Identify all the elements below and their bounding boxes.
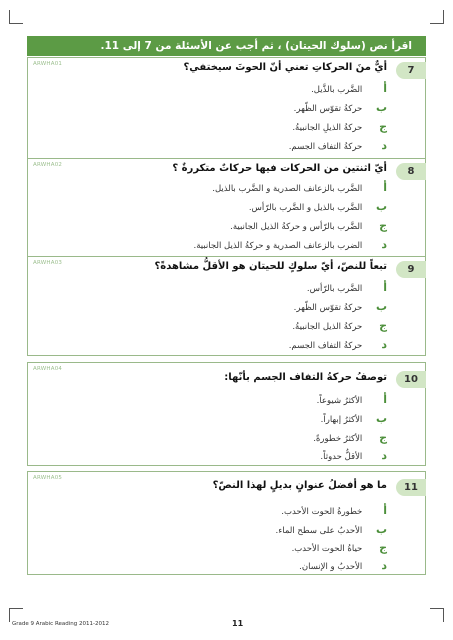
crop-mark xyxy=(443,10,444,24)
option-letter: ب xyxy=(375,412,387,425)
option-letter: أ xyxy=(383,504,387,517)
option-letter: د xyxy=(381,139,387,152)
option-b[interactable] xyxy=(249,200,387,213)
question-10 xyxy=(27,362,426,466)
question-number: 8 xyxy=(396,163,426,180)
option-text: الضَّرب بالرّأس. xyxy=(306,284,363,294)
question-code: ARWHA02 xyxy=(33,162,63,168)
option-text: حركةُ التفاف الجسم. xyxy=(288,142,363,152)
option-letter: أ xyxy=(383,281,387,294)
option-letter: د xyxy=(381,338,387,351)
option-text: الأكثرُ إبهاراً. xyxy=(320,415,363,425)
option-letter: د xyxy=(381,238,387,251)
option-a[interactable] xyxy=(307,281,387,294)
crop-mark xyxy=(430,23,444,24)
option-text: الأكثرُ شيوعاً. xyxy=(316,396,363,406)
option-c[interactable] xyxy=(313,431,387,444)
option-letter: ب xyxy=(375,200,387,213)
option-a[interactable] xyxy=(311,82,387,95)
crop-mark xyxy=(9,608,23,609)
option-letter: د xyxy=(381,559,387,572)
question-8 xyxy=(27,158,426,257)
question-text: أيّ اثنتين من الحركات فيها حركاتٌ متكررةٌ ؟ xyxy=(172,163,387,174)
question-text: توصفُ حركةُ التفاف الجسم بأنّها: xyxy=(224,372,387,383)
question-7 xyxy=(27,57,426,159)
question-code: ARWHA01 xyxy=(33,61,63,67)
option-text: الضرب بالزعانف الصدرية و حركةُ الذيل الجانبية. xyxy=(193,241,363,251)
crop-mark xyxy=(9,23,23,24)
option-b[interactable] xyxy=(276,523,387,536)
question-number: 10 xyxy=(396,371,426,388)
question-text: ما هو أفضلُ عنوانٍ بديلٍ لهذا النصّ؟ xyxy=(212,480,387,491)
crop-mark xyxy=(430,608,444,609)
option-a[interactable] xyxy=(212,181,387,194)
option-letter: ب xyxy=(375,101,387,114)
option-b[interactable] xyxy=(294,300,387,313)
question-11 xyxy=(27,471,426,575)
option-text: الضَّرب بالزعانف الصدرية و الضَّرب بالذيل. xyxy=(212,184,363,194)
question-number: 7 xyxy=(396,62,426,79)
question-code: ARWHA03 xyxy=(33,260,63,266)
option-text: حركةُ الذيلِ الجانبيةُ. xyxy=(292,123,363,133)
question-number: 9 xyxy=(396,261,426,278)
option-text: الأحدبُ و الإنسان. xyxy=(299,562,363,572)
option-text: خطورةُ الحوت الأحدب. xyxy=(281,507,363,517)
option-c[interactable] xyxy=(292,319,387,332)
option-text: الأقلُّ حدوثاً. xyxy=(320,452,363,462)
option-c[interactable] xyxy=(292,541,387,554)
footer-label: Grade 9 Arabic Reading 2011-2012 xyxy=(12,621,110,627)
question-code: ARWHA05 xyxy=(33,475,63,481)
option-a[interactable] xyxy=(317,393,387,406)
option-letter: د xyxy=(381,449,387,462)
question-number: 11 xyxy=(396,479,426,496)
option-letter: أ xyxy=(383,393,387,406)
option-a[interactable] xyxy=(281,504,387,517)
question-9 xyxy=(27,256,426,356)
option-text: الأكثرُ خطورةً. xyxy=(313,434,363,444)
option-letter: ج xyxy=(379,219,387,232)
question-text: أيٌّ منَ الحركاتِ تعني أنّ الحوتَ سيختفي؟ xyxy=(183,62,387,73)
option-d[interactable] xyxy=(289,139,387,152)
option-c[interactable] xyxy=(230,219,387,232)
option-d[interactable] xyxy=(320,449,387,462)
crop-mark xyxy=(9,608,10,622)
option-text: الضَّرب بالذَّيل. xyxy=(311,85,363,95)
crop-mark xyxy=(9,10,10,24)
option-letter: ج xyxy=(379,319,387,332)
option-text: حركةُ تقوّس الظّهر. xyxy=(293,104,363,114)
option-text: الضَّرب بالذيل و الضَّرب بالرّأس. xyxy=(248,203,363,213)
option-c[interactable] xyxy=(292,120,387,133)
option-text: حياةُ الحوت الأحدب. xyxy=(291,544,363,554)
option-text: الأحدبُ على سطح الماء. xyxy=(275,526,363,536)
option-letter: ج xyxy=(379,120,387,133)
option-text: حركةُ تقوّس الظّهر. xyxy=(293,303,363,313)
option-d[interactable] xyxy=(194,238,387,251)
option-text: حركةُ الذيل الجانبيةُ. xyxy=(292,322,363,332)
question-text: تبعاً للنصّ، أيّ سلوكٍ للحيتان هو الأقلُّ مشاهدةً؟ xyxy=(154,261,387,272)
option-letter: ب xyxy=(375,523,387,536)
option-b[interactable] xyxy=(294,101,387,114)
option-d[interactable] xyxy=(299,559,387,572)
question-code: ARWHA04 xyxy=(33,366,63,372)
option-letter: ب xyxy=(375,300,387,313)
option-b[interactable] xyxy=(321,412,387,425)
option-text: حركةُ التفاف الجسم. xyxy=(288,341,363,351)
option-text: الضَّرب بالرّأس و حركةُ الذيل الجانبية. xyxy=(230,222,363,232)
option-letter: ج xyxy=(379,431,387,444)
crop-mark xyxy=(443,608,444,622)
option-letter: ج xyxy=(379,541,387,554)
option-d[interactable] xyxy=(289,338,387,351)
page-number: 11 xyxy=(232,619,244,628)
instruction-banner: اقرأ نص (سلوك الحيتان) ، ثم أجب عن الأسئلة من 7 إلى 11. xyxy=(27,36,426,56)
option-letter: أ xyxy=(383,181,387,194)
option-letter: أ xyxy=(383,82,387,95)
